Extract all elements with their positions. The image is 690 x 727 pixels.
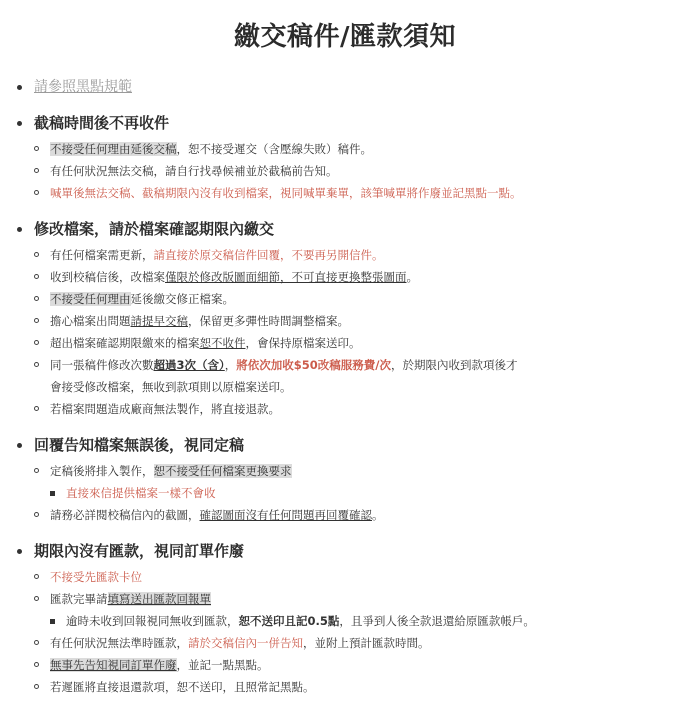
list-item: 同一張稿件修改次數超過3次（含），將依次加收$50改稿服務費/次，於期限內收到款項後才 會接受修改檔案，無收到款項則以原檔案送印。: [34, 354, 690, 398]
bullet-dot: [17, 549, 22, 554]
section-items: [34, 566, 690, 698]
section-revision: [0, 218, 690, 420]
list-item: 匯款完畢請填寫送出匯款回報單 逾時未收到回報視同無收到匯款，恕不送印且記0.5點，且爭到人後全款退還給原匯款帳戶。: [34, 588, 690, 632]
list-item: 擔心檔案出問題請提早交稿，保留更多彈性時間調整檔案。: [34, 310, 690, 332]
section-final: [0, 434, 690, 526]
section-items: [34, 138, 690, 204]
list-item: 超出檔案確認期限繳來的檔案恕不收件，會保持原檔案送印。: [34, 332, 690, 354]
bullet-dot: [17, 121, 22, 126]
section-heading: 期限內沒有匯款，視同訂單作廢: [34, 542, 245, 560]
list-item: 定稿後將排入製作，恕不接受任何檔案更換要求 直接來信提供檔案一樣不會收: [34, 460, 690, 504]
bullet-dot: [17, 85, 22, 90]
list-item: 不接受任何理由延後交稿，恕不接受遲交（含壓線失敗）稿件。: [34, 138, 690, 160]
list-item: 不接受任何理由延後繳交修正檔案。: [34, 288, 690, 310]
nested-list-item: 逾時未收到回報視同無收到匯款，恕不送印且記0.5點，且爭到人後全款退還給原匯款帳戶。: [50, 610, 690, 632]
blackpoint-rule-item: [0, 76, 690, 98]
section-items: [34, 460, 690, 526]
nested-list-item: 直接來信提供檔案一樣不會收: [50, 482, 690, 504]
section-heading: 修改檔案，請於檔案確認期限內繳交: [34, 220, 275, 238]
notice-list: [0, 76, 690, 698]
section-items: [34, 244, 690, 420]
list-item: 喊單後無法交稿、截稿期限內沒有收到檔案，視同喊單棄單，該筆喊單將作廢並記黑點一點。: [34, 182, 690, 204]
blackpoint-rules-link[interactable]: 請參照黑點規範: [34, 79, 132, 95]
section-payment: [0, 540, 690, 698]
list-item: 不接受先匯款卡位: [34, 566, 690, 588]
list-item: 若遲匯將直接退還款項，恕不送印，且照常記黑點。: [34, 676, 690, 698]
bullet-dot: [17, 227, 22, 232]
list-item: 請務必詳閱校稿信內的截圖，確認圖面沒有任何問題再回覆確認。: [34, 504, 690, 526]
nested-list: [50, 482, 690, 504]
nested-list: [50, 610, 690, 632]
list-item: 有任何檔案需更新，請直接於原交稿信件回覆，不要再另開信件。: [34, 244, 690, 266]
list-item: 有任何狀況無法交稿，請自行找尋候補並於截稿前告知。: [34, 160, 690, 182]
page-title: 繳交稿件/匯款須知: [234, 22, 456, 52]
list-item: 若檔案問題造成廠商無法製作，將直接退款。: [34, 398, 690, 420]
section-heading: 回覆告知檔案無誤後，視同定稿: [34, 436, 245, 454]
bullet-dot: [17, 443, 22, 448]
list-item: 有任何狀況無法準時匯款，請於交稿信內一併告知，並附上預計匯款時間。: [34, 632, 690, 654]
list-item: 無事先告知視同訂單作廢，並記一點黑點。: [34, 654, 690, 676]
section-heading: 截稿時間後不再收件: [34, 114, 170, 132]
section-deadline: [0, 112, 690, 204]
list-item: 收到校稿信後，改檔案僅限於修改版圖面細節，不可直接更換整張圖面。: [34, 266, 690, 288]
